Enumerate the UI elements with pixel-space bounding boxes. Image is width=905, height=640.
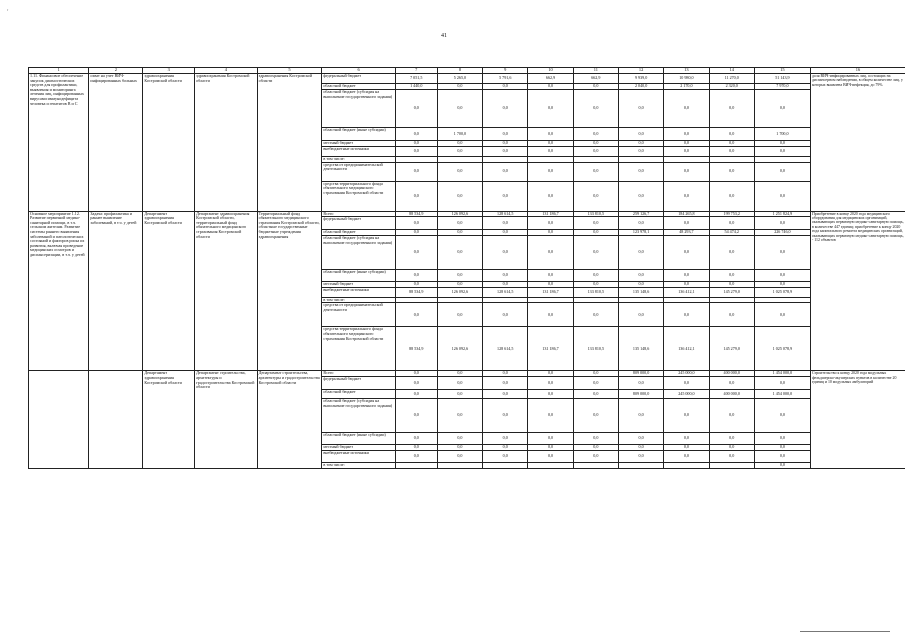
amount-cell — [483, 462, 528, 468]
column-number: 16 — [810, 68, 905, 74]
task-description: Задача: профилактика и раннее выявление заболеваний, в т.ч. у детей — [89, 211, 143, 371]
amount-cell: 400 000,0 — [709, 371, 754, 377]
funding-source: областной бюджет — [322, 389, 395, 398]
co-executor: Департамент строительства, архитектуры и градостроительства Костромской области — [195, 371, 258, 468]
amount-cell: 0,0 — [483, 147, 528, 157]
amount-cell: 0,0 — [618, 376, 663, 389]
amount-cell: 0,0 — [395, 141, 437, 147]
responsible-executor: здравоохранения Костромской области — [143, 74, 195, 212]
amount-cell: 1 025 078,9 — [754, 287, 810, 297]
amount-cell: 0,0 — [709, 432, 754, 444]
amount-cell: 0,0 — [528, 398, 573, 432]
amount-cell: 0,0 — [395, 128, 437, 141]
amount-cell: 0,0 — [618, 303, 663, 327]
amount-cell: 0,0 — [573, 181, 618, 211]
amount-cell: 0,0 — [573, 230, 618, 236]
funding-source: в том числе: — [322, 297, 395, 303]
amount-cell: 0,0 — [573, 217, 618, 230]
amount-cell: 0,0 — [618, 398, 663, 432]
amount-cell: 0,0 — [618, 450, 663, 462]
amount-cell: 0,0 — [573, 303, 618, 327]
amount-cell: 1 454 000,0 — [754, 371, 810, 377]
amount-cell: 0,0 — [573, 376, 618, 389]
amount-cell: 0,0 — [437, 371, 482, 377]
column-number: 5 — [257, 68, 322, 74]
amount-cell: 0,0 — [437, 450, 482, 462]
amount-cell: 0,0 — [573, 444, 618, 450]
funding-source: местный бюджет — [322, 141, 395, 147]
amount-cell: 0,0 — [754, 181, 810, 211]
amount-cell: 0,0 — [437, 141, 482, 147]
amount-cell: 2 170,0 — [664, 84, 709, 90]
column-number: 12 — [618, 68, 663, 74]
amount-cell: 126 092,6 — [437, 287, 482, 297]
co-executor: здравоохранения Костромской области — [195, 74, 258, 212]
funding-source: внебюджетные источники — [322, 147, 395, 157]
amount-cell: 0,0 — [528, 236, 573, 270]
amount-cell: 0,0 — [437, 282, 482, 288]
amount-cell: 128 614,5 — [483, 287, 528, 297]
amount-cell: 0,0 — [664, 217, 709, 230]
participant: Территориальный фонд обязательного медицинского страхования Костромской области, областные государственные бюджетные учреждения здравоохранения — [257, 211, 322, 371]
amount-cell: 0,0 — [573, 90, 618, 128]
amount-cell: 0,0 — [395, 371, 437, 377]
participant: здравоохранения Костромской области — [257, 74, 322, 212]
funding-source: местный бюджет — [322, 444, 395, 450]
budget-table — [28, 67, 905, 469]
amount-cell: 0,0 — [573, 389, 618, 398]
amount-cell: 0,0 — [754, 217, 810, 230]
participant: Департамент строительства, архитектуры и градостроительства Костромской области — [257, 371, 322, 468]
amount-cell: 1 454 000,0 — [754, 389, 810, 398]
column-number: 14 — [709, 68, 754, 74]
amount-cell: 0,0 — [528, 162, 573, 181]
amount-cell: 0,0 — [483, 128, 528, 141]
amount-cell: 0,0 — [437, 181, 482, 211]
amount-cell: 0,0 — [528, 141, 573, 147]
amount-cell: 0,0 — [709, 141, 754, 147]
amount-cell: 0,0 — [754, 398, 810, 432]
amount-cell: 0,0 — [395, 444, 437, 450]
amount-cell: 0,0 — [664, 162, 709, 181]
amount-cell: 133 810,5 — [573, 327, 618, 371]
amount-cell: 0,0 — [709, 147, 754, 157]
amount-cell: 0,0 — [664, 450, 709, 462]
amount-cell: 0,0 — [528, 303, 573, 327]
amount-cell: 133 810,5 — [573, 211, 618, 217]
amount-cell: 0,0 — [573, 141, 618, 147]
amount-cell: 0,0 — [754, 147, 810, 157]
amount-cell: 0,0 — [528, 432, 573, 444]
amount-cell: 0,0 — [395, 90, 437, 128]
budget-table-container — [28, 67, 905, 469]
amount-cell: 0,0 — [709, 217, 754, 230]
amount-cell: 0,0 — [528, 389, 573, 398]
column-number: 2 — [89, 68, 143, 74]
amount-cell: 88 534,9 — [395, 287, 437, 297]
page-number: 41 — [441, 33, 447, 39]
amount-cell: 128 614,5 — [483, 211, 528, 217]
amount-cell: 0,0 — [528, 450, 573, 462]
amount-cell — [573, 462, 618, 468]
amount-cell: 0,0 — [528, 376, 573, 389]
amount-cell: 0,0 — [664, 398, 709, 432]
amount-cell: 0,0 — [618, 432, 663, 444]
amount-cell: 0,0 — [573, 270, 618, 282]
funding-source: федеральный бюджет — [322, 217, 395, 230]
amount-cell: 0,0 — [395, 389, 437, 398]
amount-cell: 0,0 — [437, 444, 482, 450]
column-number: 10 — [528, 68, 573, 74]
amount-cell: 245 000,0 — [664, 371, 709, 377]
amount-cell: 10 980,0 — [664, 74, 709, 84]
funding-source: внебюджетные источники — [322, 287, 395, 297]
funding-source: средства от предпринимательской деятельности — [322, 303, 395, 327]
amount-cell — [664, 462, 709, 468]
expected-result: Строительство к концу 2020 года модульных фельдшерско-акушерских пунктов в количестве 20 единиц и 10 модульных амбулаторий — [810, 371, 905, 468]
amount-cell: 0,0 — [528, 128, 573, 141]
amount-cell: 0,0 — [664, 303, 709, 327]
amount-cell: 0,0 — [437, 147, 482, 157]
amount-cell: 0,0 — [437, 90, 482, 128]
amount-cell: 0,0 — [618, 90, 663, 128]
amount-cell: 0,0 — [395, 282, 437, 288]
amount-cell: 126 092,6 — [437, 211, 482, 217]
amount-cell: 0,0 — [395, 432, 437, 444]
amount-cell: 0,0 — [437, 217, 482, 230]
amount-cell: 0,0 — [754, 450, 810, 462]
amount-cell: 0,0 — [483, 371, 528, 377]
amount-cell: 131 186,7 — [528, 287, 573, 297]
expected-result: Приобретение в конце 2020 года медицинского оборудования для медицинских организаций, оказывающих первичную медико-санитарную помощь, в количестве 447 единиц; приобретение к концу 2020 года капитального ремонта медицинских организаций, оказывающих первичную медико-санитарную помощь, - 112 объектов — [810, 211, 905, 371]
amount-cell: 1 025 078,9 — [754, 327, 810, 371]
amount-cell — [709, 462, 754, 468]
amount-cell: 0,0 — [573, 371, 618, 377]
task-description — [89, 371, 143, 468]
funding-source: Всего — [322, 371, 395, 377]
amount-cell: 0,0 — [709, 162, 754, 181]
amount-cell: 0,0 — [437, 303, 482, 327]
amount-cell: 0,0 — [573, 398, 618, 432]
amount-cell: 245 000,0 — [664, 389, 709, 398]
amount-cell: 123 978,1 — [618, 230, 663, 236]
amount-cell: 0,0 — [754, 236, 810, 270]
amount-cell: 0,0 — [395, 230, 437, 236]
responsible-executor: Департамент здравоохранения Костромской области — [143, 371, 195, 468]
column-number: 6 — [322, 68, 395, 74]
column-number: 1 — [29, 68, 89, 74]
amount-cell: 0,0 — [709, 90, 754, 128]
column-number: 4 — [195, 68, 258, 74]
amount-cell: 0,0 — [573, 84, 618, 90]
corner-mark: ʹ — [7, 8, 9, 16]
amount-cell: 0,0 — [437, 236, 482, 270]
funding-source: в том числе: — [322, 462, 395, 468]
amount-cell: 0,0 — [618, 181, 663, 211]
amount-cell: 0,0 — [754, 270, 810, 282]
amount-cell — [395, 462, 437, 468]
amount-cell: 809 000,0 — [618, 371, 663, 377]
amount-cell: 0,0 — [573, 147, 618, 157]
amount-cell: 131 186,7 — [528, 327, 573, 371]
amount-cell: 0,0 — [618, 270, 663, 282]
amount-cell: 88 534,9 — [395, 211, 437, 217]
responsible-executor: Департамент здравоохранения Костромской области — [143, 211, 195, 371]
column-number: 13 — [664, 68, 709, 74]
amount-cell: 0,0 — [395, 450, 437, 462]
amount-cell: 0,0 — [395, 303, 437, 327]
amount-cell: 0,0 — [664, 128, 709, 141]
amount-cell: 809 000,0 — [618, 389, 663, 398]
column-number: 11 — [573, 68, 618, 74]
amount-cell: 0,0 — [483, 450, 528, 462]
amount-cell: 0,0 — [528, 230, 573, 236]
column-number: 8 — [437, 68, 482, 74]
amount-cell — [437, 462, 482, 468]
funding-source: областной бюджет (субсидия на выполнение государственного задания) — [322, 236, 395, 270]
amount-cell: 0,0 — [437, 230, 482, 236]
amount-cell: 0,0 — [437, 162, 482, 181]
amount-cell: 0,0 — [437, 376, 482, 389]
amount-cell: 0,0 — [618, 141, 663, 147]
amount-cell: 145 279,0 — [709, 327, 754, 371]
amount-cell: 7 051,5 — [395, 74, 437, 84]
amount-cell: 11 270,0 — [709, 74, 754, 84]
activity-name: Основное мероприятие 1.12. Развитие первичной медико-санитарной помощи, в т.ч. сельским жителям. Развитие системы раннего выявления заболеваний и патологических состояний и факторов риска их развития, включая проведение медицинских осмотров и диспансеризации, в т.ч. у детей — [29, 211, 89, 371]
amount-cell: 0,0 — [664, 141, 709, 147]
amount-cell: 0,0 — [483, 236, 528, 270]
amount-cell: 0,0 — [618, 162, 663, 181]
amount-cell: 0,0 — [437, 84, 482, 90]
amount-cell: 0,0 — [528, 217, 573, 230]
amount-cell: 0,0 — [483, 282, 528, 288]
amount-cell: 0,0 — [709, 450, 754, 462]
amount-cell: 0,0 — [754, 141, 810, 147]
amount-cell: 0,0 — [618, 147, 663, 157]
amount-cell: 0,0 — [754, 432, 810, 444]
amount-cell: 0,0 — [754, 376, 810, 389]
amount-cell: 0,0 — [528, 444, 573, 450]
amount-cell: 0,0 — [395, 236, 437, 270]
amount-cell: 0,0 — [618, 444, 663, 450]
amount-cell: 0,0 — [664, 236, 709, 270]
funding-source: областной бюджет (субсидия на выполнение государственного задания) — [322, 398, 395, 432]
amount-cell: 0,0 — [483, 162, 528, 181]
amount-cell: 0,0 — [618, 236, 663, 270]
amount-cell: 0,0 — [754, 303, 810, 327]
table-row — [29, 74, 905, 84]
amount-cell: 1 440,0 — [395, 84, 437, 90]
amount-cell: 0,0 — [664, 147, 709, 157]
funding-source: областной бюджет (субсидия на выполнение государственного задания) — [322, 90, 395, 128]
amount-cell: 0,0 — [573, 450, 618, 462]
funding-source: областной бюджет (иные субсидии) — [322, 270, 395, 282]
funding-source: местный бюджет — [322, 282, 395, 288]
amount-cell: 136 412,1 — [664, 327, 709, 371]
amount-cell: 0,0 — [618, 217, 663, 230]
amount-cell: 9 939,0 — [618, 74, 663, 84]
amount-cell: 0,0 — [437, 270, 482, 282]
amount-cell: 0,0 — [395, 376, 437, 389]
activity-name — [29, 371, 89, 468]
funding-source: средства территориального фонда обязательного медицинского страхования Костромской области — [322, 181, 395, 211]
amount-cell: 184 265,8 — [664, 211, 709, 217]
amount-cell: 0,0 — [528, 147, 573, 157]
amount-cell: 400 000,0 — [709, 389, 754, 398]
amount-cell: 0,0 — [483, 444, 528, 450]
amount-cell: 0,0 — [709, 236, 754, 270]
amount-cell: 0,0 — [395, 217, 437, 230]
amount-cell: 0,0 — [528, 282, 573, 288]
amount-cell — [618, 462, 663, 468]
amount-cell: 0,0 — [709, 270, 754, 282]
amount-cell: 0,0 — [437, 432, 482, 444]
amount-cell: 0,0 — [395, 147, 437, 157]
amount-cell: 0,0 — [664, 444, 709, 450]
amount-cell: 0,0 — [528, 90, 573, 128]
amount-cell: 0,0 — [483, 230, 528, 236]
amount-cell: 135 148,6 — [618, 327, 663, 371]
amount-cell: 5 791,6 — [483, 74, 528, 84]
funding-source: средства территориального фонда обязательного медицинского страхования Костромской области — [322, 327, 395, 371]
funding-source: федеральный бюджет — [322, 376, 395, 389]
funding-source: областной бюджет (иные субсидии) — [322, 432, 395, 444]
amount-cell: 259 126,7 — [618, 211, 663, 217]
amount-cell: 131 186,7 — [528, 211, 573, 217]
amount-cell: 0,0 — [754, 90, 810, 128]
amount-cell: 0,0 — [483, 141, 528, 147]
amount-cell: 0,0 — [709, 444, 754, 450]
amount-cell: 0,0 — [709, 181, 754, 211]
amount-cell: 0,0 — [573, 282, 618, 288]
amount-cell: 0,0 — [483, 303, 528, 327]
activity-name: 1.11. Финансовое обеспечение закупок диагностических средств для профилактики, выявления и мониторинга лечения лиц, инфицированных вирусами иммунодефицита человека и гепатитов В и С — [29, 74, 89, 212]
amount-cell: 48 293,7 — [664, 230, 709, 236]
amount-cell: 1 251 824,9 — [754, 211, 810, 217]
amount-cell: 0,0 — [437, 398, 482, 432]
amount-cell: 0,0 — [664, 432, 709, 444]
task-description: охват на учет ВИЧ-инфицированных больных — [89, 74, 143, 212]
amount-cell: 226 746,0 — [754, 230, 810, 236]
column-number: 3 — [143, 68, 195, 74]
funding-source: областной бюджет — [322, 230, 395, 236]
amount-cell: 662,9 — [573, 74, 618, 84]
amount-cell: 0,0 — [709, 376, 754, 389]
amount-cell: 0,0 — [664, 90, 709, 128]
amount-cell: 0,0 — [709, 282, 754, 288]
amount-cell: 0,0 — [754, 162, 810, 181]
amount-cell: 2 320,0 — [709, 84, 754, 90]
amount-cell: 0,0 — [754, 282, 810, 288]
amount-cell: 1 700,0 — [754, 128, 810, 141]
amount-cell: 0,0 — [664, 376, 709, 389]
amount-cell: 0,0 — [483, 181, 528, 211]
amount-cell: 2 040,0 — [618, 84, 663, 90]
amount-cell: 0,0 — [395, 398, 437, 432]
column-number: 15 — [754, 68, 810, 74]
table-row — [29, 211, 905, 217]
amount-cell: 7 970,0 — [754, 84, 810, 90]
amount-cell: 0,0 — [618, 128, 663, 141]
amount-cell: 0,0 — [395, 270, 437, 282]
amount-cell: 0,0 — [754, 444, 810, 450]
amount-cell: 0,0 — [483, 217, 528, 230]
amount-cell: 0,0 — [528, 371, 573, 377]
amount-cell: 662,9 — [528, 74, 573, 84]
table-body — [29, 68, 905, 469]
amount-cell: 0,0 — [709, 303, 754, 327]
amount-cell: 54 474,2 — [709, 230, 754, 236]
funding-source: в том числе: — [322, 157, 395, 163]
amount-cell: 0,0 — [573, 128, 618, 141]
amount-cell: 0,0 — [618, 282, 663, 288]
amount-cell: 0,0 — [437, 389, 482, 398]
funding-source: областной бюджет (иные субсидии) — [322, 128, 395, 141]
amount-cell: 0,0 — [483, 90, 528, 128]
amount-cell: 51 143,9 — [754, 74, 810, 84]
amount-cell: 0,0 — [483, 270, 528, 282]
expected-result: доля ВИЧ-инфицированных лиц, состоящих на диспансерном наблюдении, в общем количестве лиц, у которых выявлена ВИЧ-инфекция, до 79% — [810, 74, 905, 212]
amount-cell: 0,0 — [709, 398, 754, 432]
amount-cell: 0,0 — [664, 181, 709, 211]
amount-cell: 0,0 — [483, 376, 528, 389]
amount-cell: 0,0 — [395, 181, 437, 211]
amount-cell: 126 092,6 — [437, 327, 482, 371]
amount-cell: 133 810,5 — [573, 287, 618, 297]
funding-source: Всего — [322, 211, 395, 217]
amount-cell: 0,0 — [483, 84, 528, 90]
amount-cell: 0,0 — [528, 270, 573, 282]
funding-source: областной бюджет — [322, 84, 395, 90]
amount-cell: 0,0 — [573, 432, 618, 444]
amount-cell: 0,0 — [528, 84, 573, 90]
amount-cell: 1 700,0 — [437, 128, 482, 141]
amount-cell: 0,0 — [664, 270, 709, 282]
amount-cell: 0,0 — [573, 162, 618, 181]
amount-cell: 136 412,1 — [664, 287, 709, 297]
amount-cell: 0,0 — [754, 462, 810, 468]
funding-source: внебюджетные источники — [322, 450, 395, 462]
amount-cell: 0,0 — [483, 432, 528, 444]
column-number: 9 — [483, 68, 528, 74]
amount-cell: 145 279,0 — [709, 287, 754, 297]
amount-cell: 0,0 — [528, 181, 573, 211]
funding-source: федеральный бюджет — [322, 74, 395, 84]
amount-cell: 0,0 — [483, 389, 528, 398]
amount-cell: 199 753,2 — [709, 211, 754, 217]
amount-cell: 5 265,0 — [437, 74, 482, 84]
amount-cell: 0,0 — [709, 128, 754, 141]
amount-cell: 135 148,6 — [618, 287, 663, 297]
column-number: 7 — [395, 68, 437, 74]
amount-cell — [528, 462, 573, 468]
funding-source: средства от предпринимательской деятельности — [322, 162, 395, 181]
co-executor: Департамент здравоохранения Костромской области, территориальный фонд обязательного медицинского страхования Костромской области — [195, 211, 258, 371]
amount-cell: 128 614,5 — [483, 327, 528, 371]
amount-cell: 88 534,9 — [395, 327, 437, 371]
bottom-rule — [800, 631, 890, 632]
amount-cell: 0,0 — [664, 282, 709, 288]
amount-cell: 0,0 — [395, 162, 437, 181]
amount-cell: 0,0 — [483, 398, 528, 432]
amount-cell: 0,0 — [573, 236, 618, 270]
